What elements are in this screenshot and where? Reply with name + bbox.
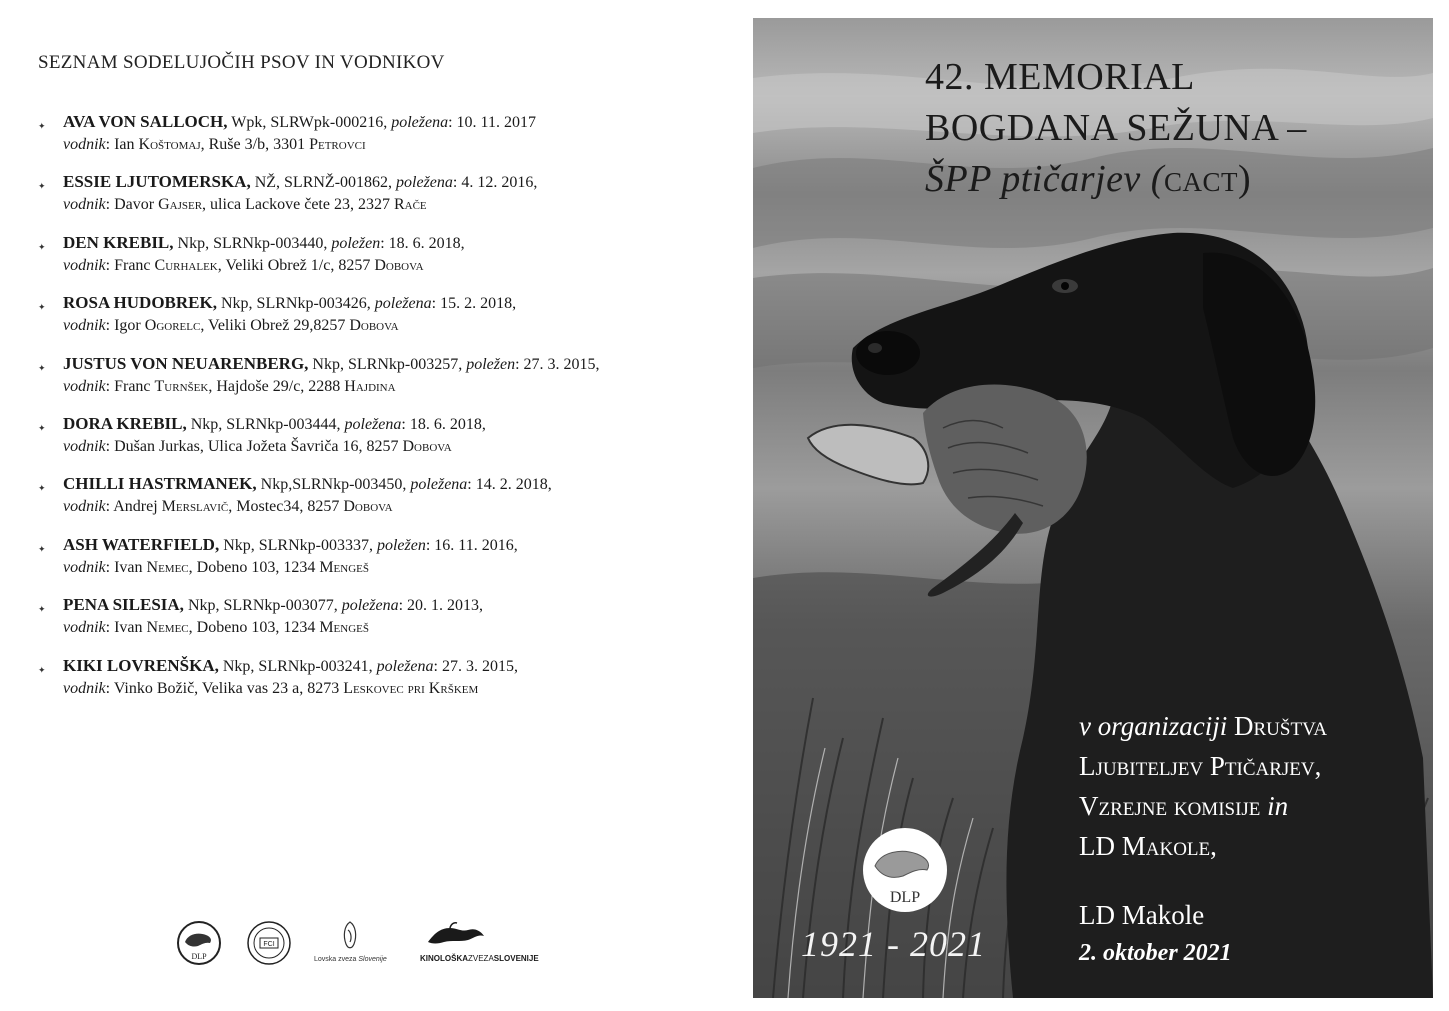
bullet-icon: ✦: [38, 422, 46, 433]
handler-line: vodnik: Franc Turnšek, Hajdoše 29/c, 2288 Hajdina: [63, 377, 396, 395]
dog-name: ROSA HUDOBREK,: [63, 293, 217, 313]
title-line-2: BOGDANA SEŽUNA –: [925, 107, 1307, 149]
handler-line: vodnik: Franc Curhalek, Veliki Obrež 1/c, 8257 Dobova: [63, 256, 424, 274]
handler-line: vodnik: Ivan Nemec, Dobeno 103, 1234 Mengeš: [63, 558, 369, 576]
handler-line: vodnik: Andrej Merslavič, Mostec34, 8257 Dobova: [63, 498, 393, 516]
sponsor-logos: [176, 920, 556, 970]
fci-logo: [246, 920, 292, 966]
bullet-icon: ✦: [38, 543, 46, 554]
dog-name: AVA VON SALLOCH,: [63, 112, 228, 131]
bullet-icon: ✦: [38, 664, 46, 675]
list-item: [38, 232, 718, 292]
event-place-date: [1079, 896, 1232, 972]
dog-line: PENA SILESIA, Nkp, SLRNkp-003077, poležena: 20. 1. 2013,: [63, 595, 484, 615]
dog-line: DORA KREBIL, Nkp, SLRNkp-003444, poležena: 18. 6. 2018,: [63, 413, 486, 433]
event-date: 2. oktober 2021: [1079, 940, 1232, 966]
dog-line: ESSIE LJUTOMERSKA, NŽ, SLRNŽ-001862, poležena: 4. 12. 2016,: [63, 172, 538, 192]
title-line-3: ŠPP ptičarjev (cact): [925, 158, 1252, 200]
list-item: [38, 353, 718, 413]
dog-line: DEN KREBIL, Nkp, SLRNkp-003440, poležen: 18. 6. 2018,: [63, 232, 465, 252]
dlp-logo-text: DLP: [191, 952, 207, 961]
title-line-1: 42. MEMORIAL: [925, 56, 1195, 98]
dlp-badge: [861, 826, 949, 914]
cover-title: [925, 52, 1425, 205]
kzs-logo: [424, 920, 488, 948]
dog-name: DORA KREBIL,: [63, 413, 187, 433]
bullet-icon: ✦: [38, 241, 46, 252]
event-place: LD Makole: [1079, 900, 1205, 930]
handler-line: vodnik: Ivan Nemec, Dobeno 103, 1234 Mengeš: [63, 619, 369, 637]
list-heading: SEZNAM SODELUJOČIH PSOV IN VODNIKOV: [38, 52, 445, 73]
list-item: [38, 655, 718, 715]
dog-name: ASH WATERFIELD,: [63, 534, 220, 554]
lzs-logo: [338, 920, 362, 954]
dlp-logo: [176, 920, 222, 966]
dog-line: ASH WATERFIELD, Nkp, SLRNkp-003337, poležen: 16. 11. 2016,: [63, 534, 518, 554]
dog-name: PENA SILESIA,: [63, 595, 184, 615]
dog-name: CHILLI HASTRMANEK,: [63, 474, 257, 494]
participants-list: [38, 111, 718, 715]
dog-name: JUSTUS VON NEUARENBERG,: [63, 353, 309, 373]
kzs-logo-text: KINOLOŠKAZVEZASLOVENIJE: [420, 954, 539, 963]
list-item: [38, 292, 718, 352]
list-item: [38, 413, 718, 473]
handler-line: vodnik: Davor Gajser, ulica Lackove čete 23, 2327 Rače: [63, 196, 427, 214]
bullet-icon: ✦: [38, 181, 46, 192]
dog-line: CHILLI HASTRMANEK, Nkp,SLRNkp-003450, poležena: 14. 2. 2018,: [63, 474, 552, 494]
list-item: [38, 171, 718, 231]
list-item: [38, 473, 718, 533]
fci-logo-text: FCI: [263, 941, 275, 948]
bullet-icon: ✦: [38, 604, 46, 615]
dog-line: ROSA HUDOBREK, Nkp, SLRNkp-003426, poležena: 15. 2. 2018,: [63, 293, 517, 313]
dog-name: KIKI LOVRENŠKA,: [63, 655, 219, 675]
dog-name: ESSIE LJUTOMERSKA,: [63, 172, 251, 192]
bullet-icon: ✦: [38, 362, 46, 373]
bullet-icon: ✦: [38, 483, 46, 494]
handler-line: vodnik: Ian Koštomaj, Ruše 3/b, 3301 Petrovci: [63, 136, 366, 153]
list-item: [38, 111, 718, 171]
dog-line: JUSTUS VON NEUARENBERG, Nkp, SLRNkp-003257, poležen: 27. 3. 2015,: [63, 353, 600, 373]
dog-line: KIKI LOVRENŠKA, Nkp, SLRNkp-003241, poležena: 27. 3. 2015,: [63, 655, 518, 675]
organizers: v organizaciji Društva Ljubiteljev Ptičarjev, Vzrejne komisije in LD Makole,: [1079, 711, 1328, 861]
bullet-icon: ✦: [38, 302, 46, 313]
dog-name: DEN KREBIL,: [63, 232, 174, 252]
cover-page: [753, 18, 1433, 998]
handler-line: vodnik: Igor Ogorelc, Veliki Obrež 29,8257 Dobova: [63, 317, 399, 335]
lzs-logo-text: Lovska zveza Slovenije: [314, 956, 387, 963]
handler-line: vodnik: Dušan Jurkas, Ulica Jožeta Šavriča 16, 8257 Dobova: [63, 437, 452, 455]
dog-line: AVA VON SALLOCH, Wpk, SLRWpk-000216, poležena: 10. 11. 2017: [63, 112, 536, 131]
dlp-badge-text: DLP: [889, 889, 921, 906]
list-item: [38, 534, 718, 594]
list-item: [38, 594, 718, 654]
years-anniversary: 1921 - 2021: [801, 924, 986, 964]
bullet-icon: ✦: [38, 121, 46, 131]
handler-line: vodnik: Vinko Božič, Velika vas 23 a, 8273 Leskovec pri Krškem: [63, 679, 479, 697]
